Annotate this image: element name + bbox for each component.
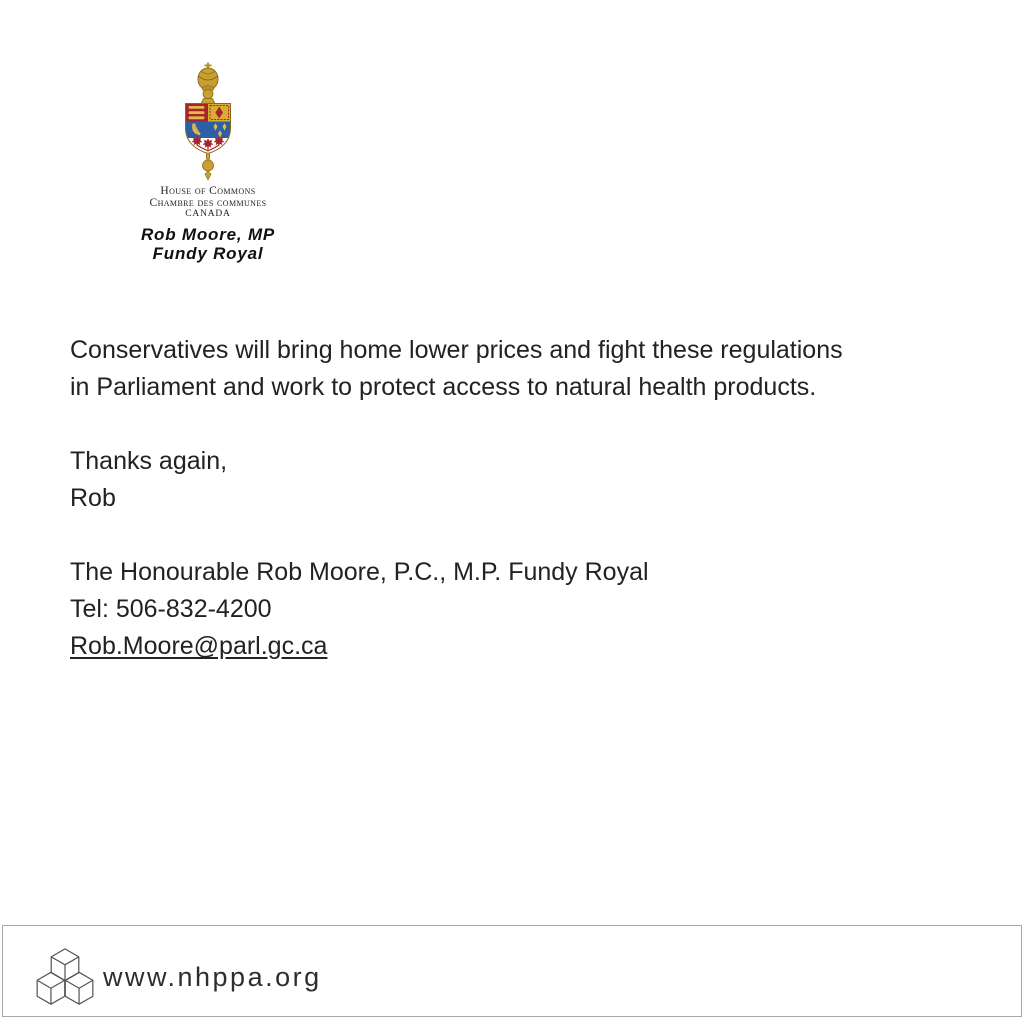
org-name-french: Chambre des communes bbox=[149, 196, 267, 209]
signature-phone: Tel: 506-832-4200 bbox=[70, 595, 272, 623]
signature-name-line: The Honourable Rob Moore, P.C., M.P. Fundy Royal bbox=[70, 558, 649, 586]
letter-closing bbox=[70, 443, 970, 517]
signoff-name: Rob bbox=[70, 484, 116, 512]
house-of-commons-crest-icon bbox=[180, 62, 236, 180]
org-name-english: House of Commons bbox=[160, 185, 256, 197]
footer-website-link[interactable]: www.nhppa.org bbox=[103, 961, 322, 992]
paragraph-line-1: Conservatives will bring home lower prices and fight these regulations bbox=[70, 336, 843, 364]
closing-line: Thanks again, bbox=[70, 447, 228, 475]
paragraph-line-2: in Parliament and work to protect access to natural health products. bbox=[70, 373, 817, 401]
signature-email-link[interactable]: Rob.Moore@parl.gc.ca bbox=[70, 632, 328, 660]
letter-paragraph bbox=[70, 332, 970, 406]
nhppa-cubes-logo-icon bbox=[35, 946, 95, 1008]
signature-block bbox=[70, 554, 970, 665]
letterhead bbox=[83, 62, 333, 263]
mp-riding: Fundy Royal bbox=[152, 243, 264, 263]
footer-bar bbox=[2, 925, 1022, 1017]
mp-name: Rob Moore, MP bbox=[140, 224, 276, 244]
org-country: CANADA bbox=[185, 209, 231, 219]
letter-body bbox=[70, 332, 970, 665]
